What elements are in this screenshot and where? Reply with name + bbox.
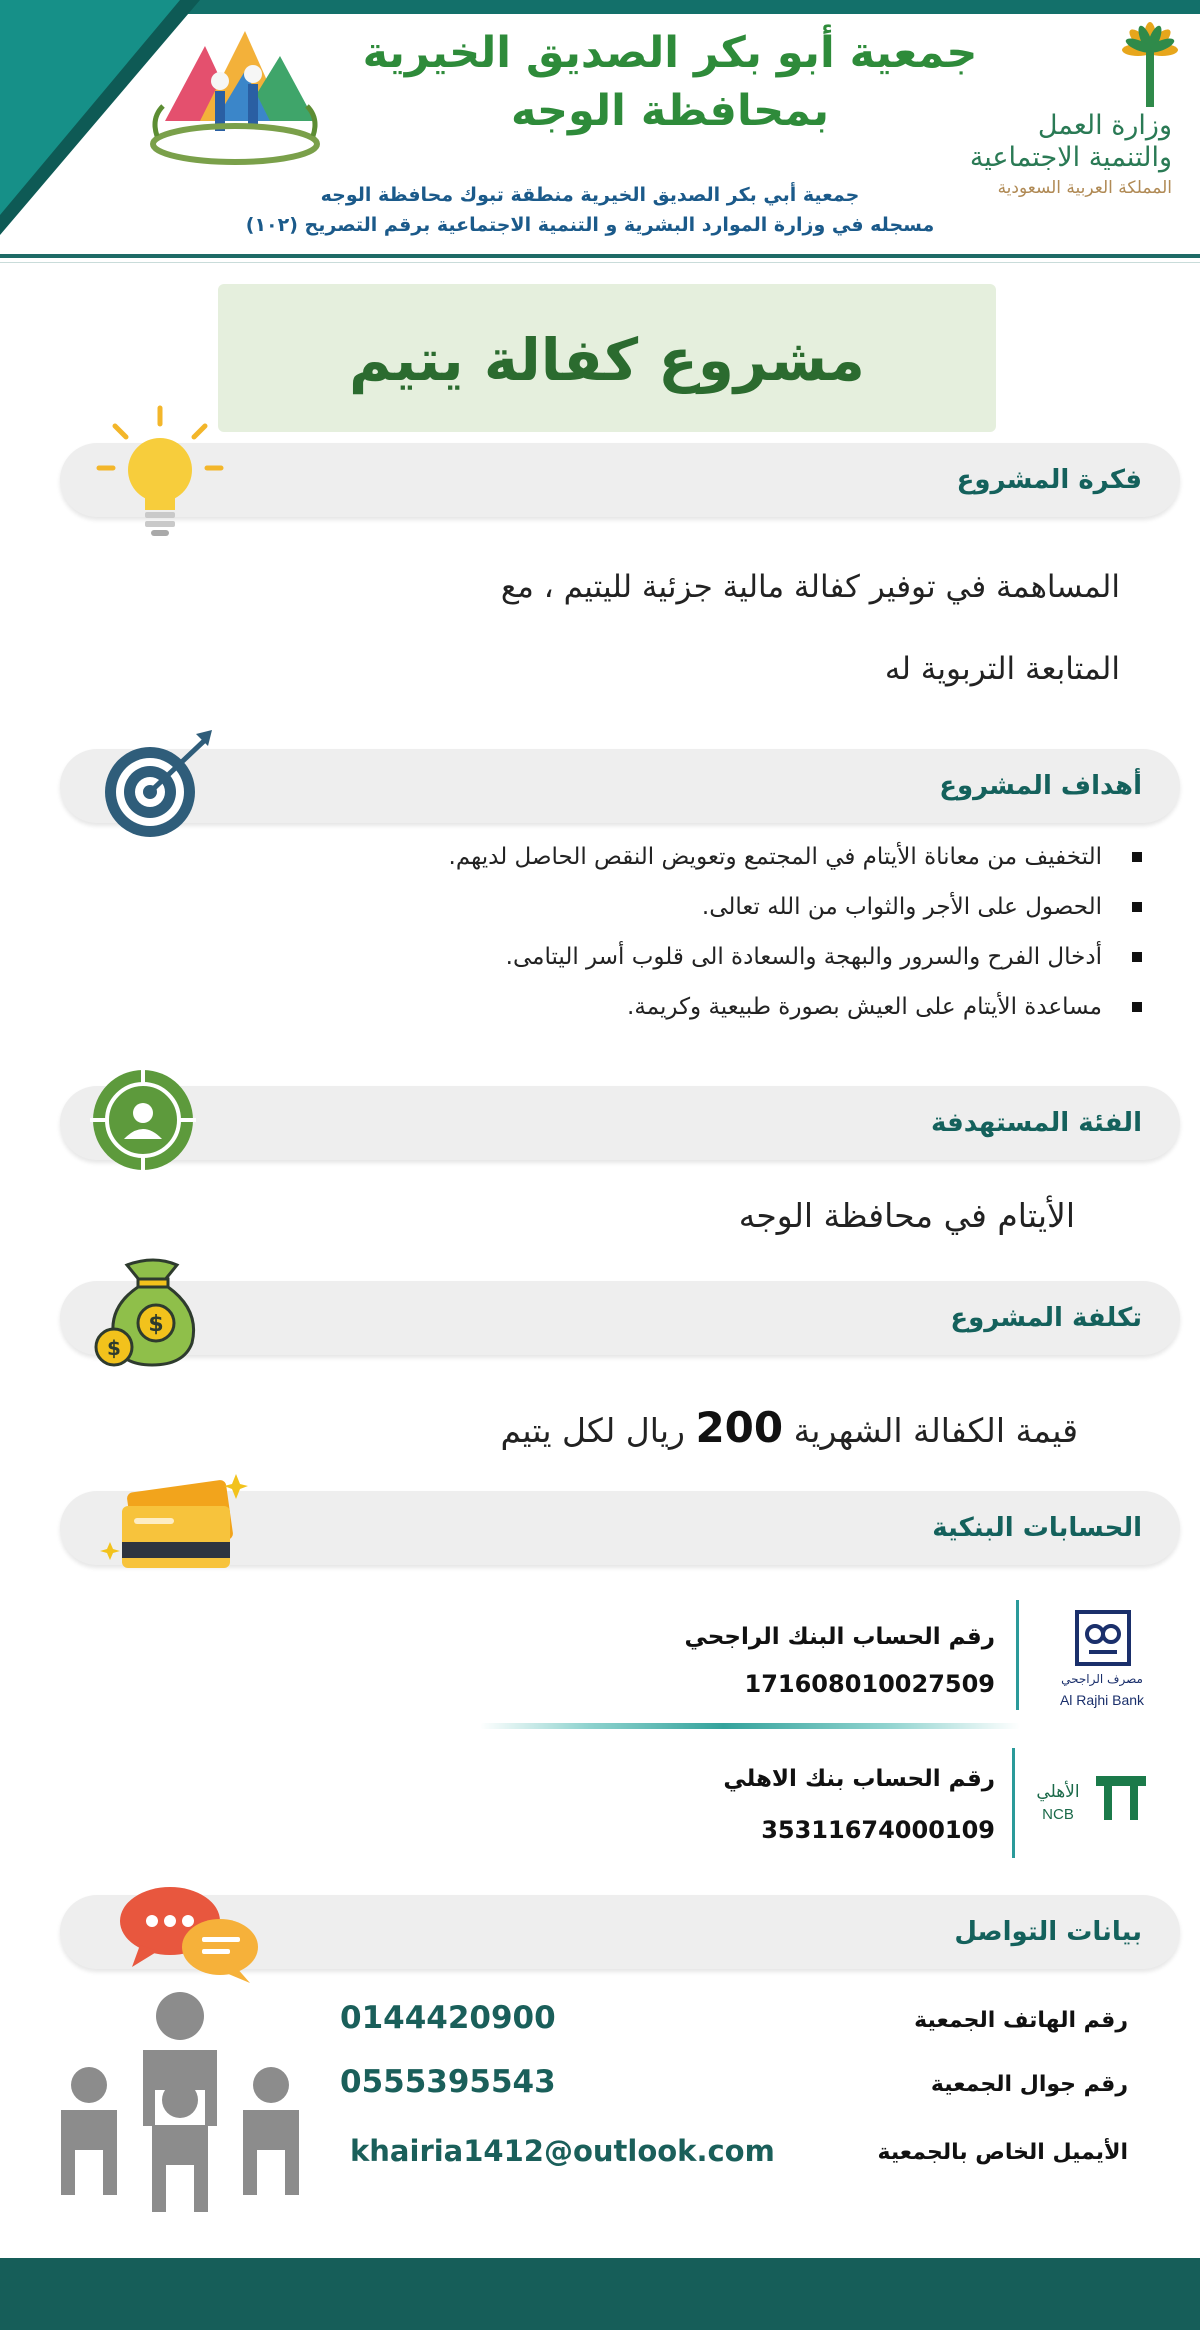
idea-text [220, 546, 1120, 710]
header-divider-thin [0, 262, 1200, 263]
section-goals-label: أهداف المشروع [939, 771, 1142, 801]
ncb-logo-en: NCB [1042, 1806, 1074, 1823]
contact-email-value[interactable]: khairia1412@outlook.com [350, 2134, 775, 2168]
ncb-logo [1092, 1772, 1150, 1824]
org-title-line1: جمعية أبو بكر الصديق الخيرية [362, 28, 978, 78]
ministry-country: المملكة العربية السعودية [997, 178, 1172, 198]
section-target-label: الفئة المستهدفة [931, 1108, 1142, 1138]
ncb-account-number[interactable]: 35311674000109 [761, 1816, 995, 1844]
section-idea-label: فكرة المشروع [956, 465, 1142, 495]
cost-text [178, 1398, 1078, 1461]
ministry-name-line1: وزارة العمل [1037, 110, 1172, 141]
chat-bubbles-icon [118, 1885, 260, 1985]
cost-amount: 200 [695, 1403, 784, 1452]
section-goals-bar [60, 749, 1180, 823]
list-item: مساعدة الأيتام على العيش بصورة طبيعية وكريمة. [62, 982, 1142, 1032]
svg-text:$: $ [107, 1336, 121, 1360]
list-item: أدخال الفرح والسرور والبهجة والسعادة الى قلوب أسر اليتامى. [62, 932, 1142, 982]
section-idea-bar [60, 443, 1180, 517]
footer-bar [0, 2258, 1200, 2330]
section-bank-label: الحسابات البنكية [932, 1513, 1142, 1543]
ncb-account-label: رقم الحساب بنك الاهلي [723, 1766, 995, 1792]
al-rajhi-logo-en: Al Rajhi Bank [1059, 1692, 1145, 1708]
contact-email-label: الأيميل الخاص بالجمعية [877, 2140, 1128, 2165]
org-title-line2: بمحافظة الوجه [510, 86, 830, 136]
section-cost-bar [60, 1281, 1180, 1355]
lightbulb-icon [95, 402, 225, 542]
org-registration [190, 180, 990, 240]
contact-phone-value[interactable]: 0144420900 [340, 2000, 556, 2036]
credit-cards-icon [100, 1472, 248, 1572]
charity-logo [145, 26, 325, 176]
rajhi-account-label: رقم الحساب البنك الراجحي [684, 1624, 995, 1650]
page-title: مشروع كفالة يتيم [349, 326, 865, 394]
al-rajhi-logo [1075, 1610, 1131, 1666]
rajhi-account-number[interactable]: 171608010027509 [744, 1670, 995, 1698]
target-icon [100, 730, 218, 840]
list-item: الحصول على الأجر والثواب من الله تعالى. [62, 882, 1142, 932]
org-title [340, 24, 1000, 140]
list-item: التخفيف من معاناة الأيتام في المجتمع وتعويض النقص الحاصل لديهم. [62, 832, 1142, 882]
bank-divider [1016, 1600, 1019, 1710]
section-cost-label: تكلفة المشروع [950, 1303, 1142, 1333]
svg-text:$: $ [148, 1312, 164, 1337]
ministry-name-line2: والتنمية الاجتماعية [969, 142, 1172, 173]
contact-mobile-value[interactable]: 0555395543 [340, 2064, 556, 2100]
cost-prefix: قيمة الكفالة الشهرية [793, 1411, 1078, 1450]
org-sub-line1: جمعية أبي بكر الصديق الخيرية منطقة تبوك محافظة الوجه [320, 184, 860, 206]
user-target-icon [88, 1065, 198, 1175]
ministry-palm-logo [1110, 20, 1190, 115]
money-bag-icon [92, 1255, 210, 1375]
contact-phone-label: رقم الهاتف الجمعية [914, 2008, 1128, 2033]
bank-divider [1012, 1748, 1015, 1858]
ministry-name [942, 110, 1172, 174]
section-contact-label: بيانات التواصل [954, 1917, 1142, 1947]
cost-suffix: ريال لكل يتيم [500, 1411, 685, 1450]
idea-text-line2: المتابعة التربوية له [884, 651, 1120, 687]
header-divider [0, 254, 1200, 258]
goals-list [62, 832, 1142, 1032]
idea-text-line1: المساهمة في توفير كفالة مالية جزئية لليتيم ، مع [500, 569, 1120, 605]
people-group-icon [55, 1990, 305, 2215]
ncb-logo-ar: الأهلي [1036, 1782, 1080, 1802]
al-rajhi-logo-ar: مصرف الراجحي [1061, 1672, 1143, 1686]
contact-mobile-label: رقم جوال الجمعية [930, 2072, 1128, 2097]
section-target-bar [60, 1086, 1180, 1160]
org-sub-line2: مسجله في وزارة الموارد البشرية و التنمية الاجتماعية برقم التصريح (١٠٢) [245, 214, 935, 236]
bank-separator [480, 1723, 1020, 1729]
target-text: الأيتام في محافظة الوجه [738, 1196, 1075, 1235]
